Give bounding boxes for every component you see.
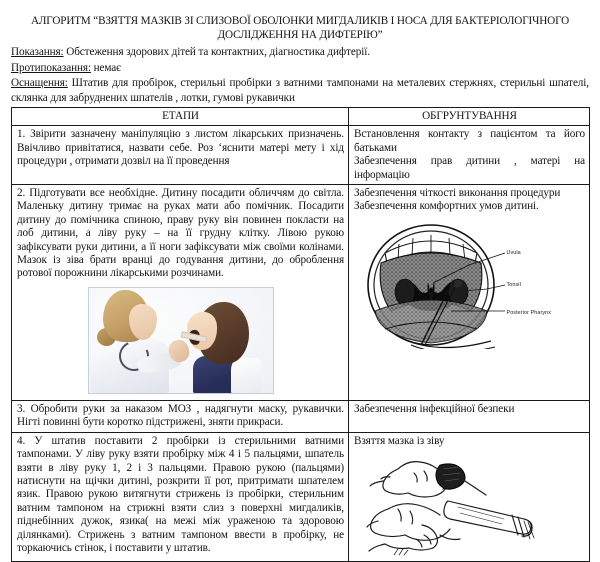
anatomy-label-uvula: Uvula [506,249,521,256]
contraindications-label: Протипоказання: [11,61,91,74]
doctor-child-photo-container [17,281,344,398]
stage-text-3: 3. Обробити руки за наказом МОЗ , надягнути маску, рукавички. Нігті повинні бути коротко підстрижені, зняти прикраси. [17,402,344,429]
rationale-text-1-b: Забезпечення прав дитини , матері на інформацію [354,155,585,181]
stage-text-1: 1. Звірити зазначену маніпуляцію з листом лікарських призначень. Ввічливо привітатися, назвати себе. Роз ‘яснити матері мету і хід процедури , отримати дозвіл на її проведення [17,128,344,168]
column-header-rationale: ОБГРУНТУВАННЯ [349,108,590,126]
table-row [12,185,590,401]
equipment-line [11,75,589,105]
column-header-stages: ЕТАПИ [12,108,349,126]
test-tube-svg [354,451,582,559]
stage-cell-4 [12,432,349,561]
oral-cavity-svg [359,219,581,349]
stage-text-4: 4. У штатив поставити 2 пробірки із стерильними ватними тампонами. У ліву руку взяти пробірку між 4 і 5 пальцями, шпатель взяти в ліву руку 1, 2 і 3 пальцями. Правою рукою (пальцями) натиснути на щічки дитині, розкрити її рот, притримати шпателем язик. Правою рукою витягнути стрижень із пробірки, стерильним ватним тампоном на стрижні взяти слиз з поверхні мигдаликів, піднебінних дужок, язика( на межі між ураженою та здоровою ділянками). Стрижень з ватним тампоном ввести в пробірку, не торкаючись стінок, і поставити у штатив. [17,434,344,554]
page-title: АЛГОРИТМ “ВЗЯТТЯ МАЗКІВ ЗІ СЛИЗОВОЇ ОБОЛОНКИ МИГДАЛИКІВ І НОСА ДЛЯ БАКТЕРІОЛОГІЧНОГО ДОСЛІДЖЕННЯ НА ДИФТЕРІЮ” [30,15,570,41]
indications-text: Обстеження здорових дітей та контактних, діагностика дифтерії. [63,46,370,58]
rationale-cell-4 [349,432,590,561]
algorithm-table [11,107,590,562]
doctor-face [129,304,157,340]
rationale-text-3-a: Забезпечення інфекційної безпеки [354,402,515,415]
equipment-text: Штатив для пробірок, стерильні пробірки з ватними тампонами на металевих стержнях, стерильні шпателі, склянка для забруднених шпателів , лотки, гумові рукавички [11,77,589,104]
stage-cell-3 [12,400,349,432]
stage-cell-2 [12,185,349,401]
indications-label: Показання: [11,46,64,58]
hands-holding-test-tube-swab-illustration [354,451,582,559]
rationale-text-2-a: Забезпечення чіткості виконання процедури [354,187,561,200]
rationale-cell-2 [349,185,590,401]
oral-cavity-anatomy-illustration [359,219,581,349]
oral-cavity-illustration-container [354,214,585,353]
table-header-row [12,108,590,126]
equipment-label: Оснащення: [11,77,68,89]
anatomy-label-posterior-pharynx: Posterior Pharynx [506,309,552,316]
rationale-cell-3 [349,400,590,432]
anatomy-label-tonsil: Tonsil [506,281,521,288]
stage-cell-1 [12,126,349,185]
test-tube-illustration-container [354,448,585,559]
table-row [12,432,590,561]
contraindications-text: немає [90,61,121,74]
rationale-text-4-a: Взяття мазка із зіву [354,434,445,447]
indications-line [11,44,589,60]
stage-text-2: 2. Підготувати все необхідне. Дитину посадити обличчям до світла. Маленьку дитину тримає на руках мати або помічник. Посадити дитину до помічника спиною, праву руку він повинен покласти на лоб дитини, а ліву руку – на її грудну клітку. Лівою рукою зафіксувати руки дитини, а її ноги зафіксувати між своїми колінами. Мазок із зіва брати вранці до годування дитини, до оброблення ротової порожнини лікарськими розчинами. [17,187,344,280]
table-row [12,400,590,432]
rationale-text-2-b: Забезпечення комфортних умов дитині. [354,200,539,213]
doctor-examining-child-throat-photo [88,287,274,394]
rationale-text-1-a: Встановлення контакту з пацієнтом та його батьками [354,128,585,154]
contraindications-line [11,60,589,76]
child-shirt [231,358,261,393]
table-row [12,126,590,185]
rationale-cell-1 [349,126,590,185]
